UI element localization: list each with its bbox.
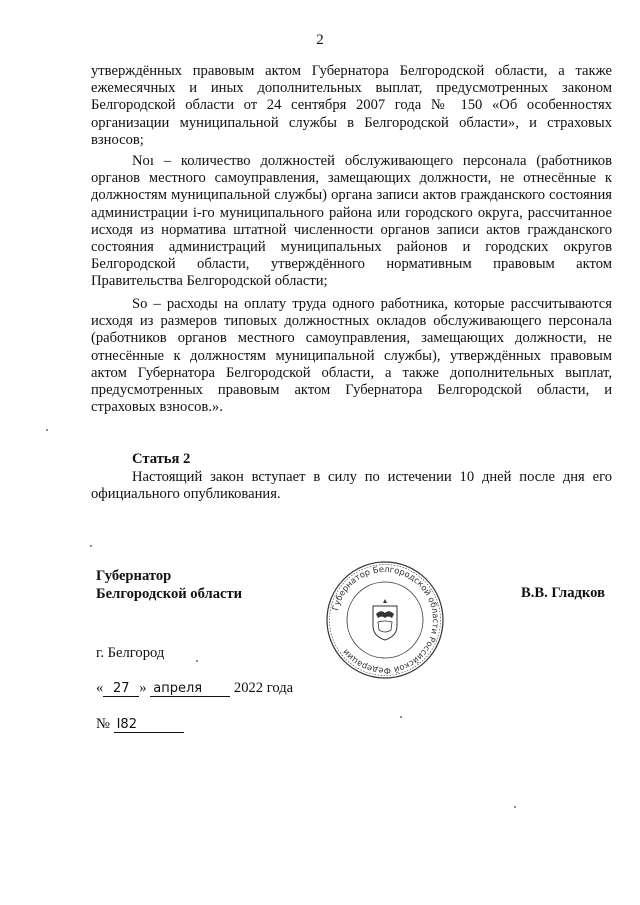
date-day: 27 [103,681,139,697]
article-text: Настоящий закон вступает в силу по истечении 10 дней после дня его официального опубликования. [91,469,612,503]
coat-of-arms-icon [373,599,397,640]
city-line: г. Белгород [96,645,165,661]
signatory-title [96,567,242,603]
scan-speck [90,545,92,547]
date-open-quote: « [96,680,104,696]
scan-speck [46,429,48,431]
signatory-title-line2: Белгородской области [96,586,243,602]
law-number-line [96,716,184,733]
scan-speck [196,660,198,662]
signatory-title-line1: Губернатор [96,568,172,584]
number-label: № [96,716,110,732]
paragraph-no-definition: Noı – количество должностей обслуживающего персонала (работников органов местного самоуправления, замещающих должности, не отнесённые к должностям муниципальной службы) органа записи актов гражданского состояния администрации i-го муниципального района или городского округа, рассчитанное исходя из норматива штатной численности органов записи актов гражданского состояния администраций муниципальных районов и городских округов Белгородской области, утверждённого нормативным правовым актом Правительства Белгородской области; [91,153,612,290]
date-line [96,680,293,697]
paragraph-continuation: утверждённых правовым актом Губернатора Белгородской области, а также ежемесячных и иных дополнительных выплат, предусмотренных законом Белгородской области от 24 сентября 2007 года № 150 «Об особенностях организации муниципальной службы в Белгородской области», и страховых взносов; [91,63,612,148]
law-number: I82 [114,717,184,733]
article-heading: Статья 2 [132,451,191,467]
paragraph-so-definition: So – расходы на оплату труда одного работника, которые рассчитываются исходя из размеров типовых должностных окладов обслуживающего персонала (работников органов местного самоуправления, замещающих должности, не отнесённые к должностям муниципальной службы), утверждённых правовым актом Губернатора Белгородской области, а также дополнительных выплат, предусмотренных правовым актом Губернатора Белгородской области, и страховых взносов.». [91,296,612,416]
seal-ring-text: Губернатор Белгородской области Российской Федерации [330,563,442,677]
signatory-name: В.В. Гладков [521,585,605,601]
date-year: 2022 года [233,680,294,696]
date-close-quote: » [139,680,147,696]
scan-speck [400,716,402,718]
scan-speck [514,806,516,808]
official-seal [325,560,445,680]
page-number: 2 [316,32,324,48]
date-month: апреля [150,681,230,697]
